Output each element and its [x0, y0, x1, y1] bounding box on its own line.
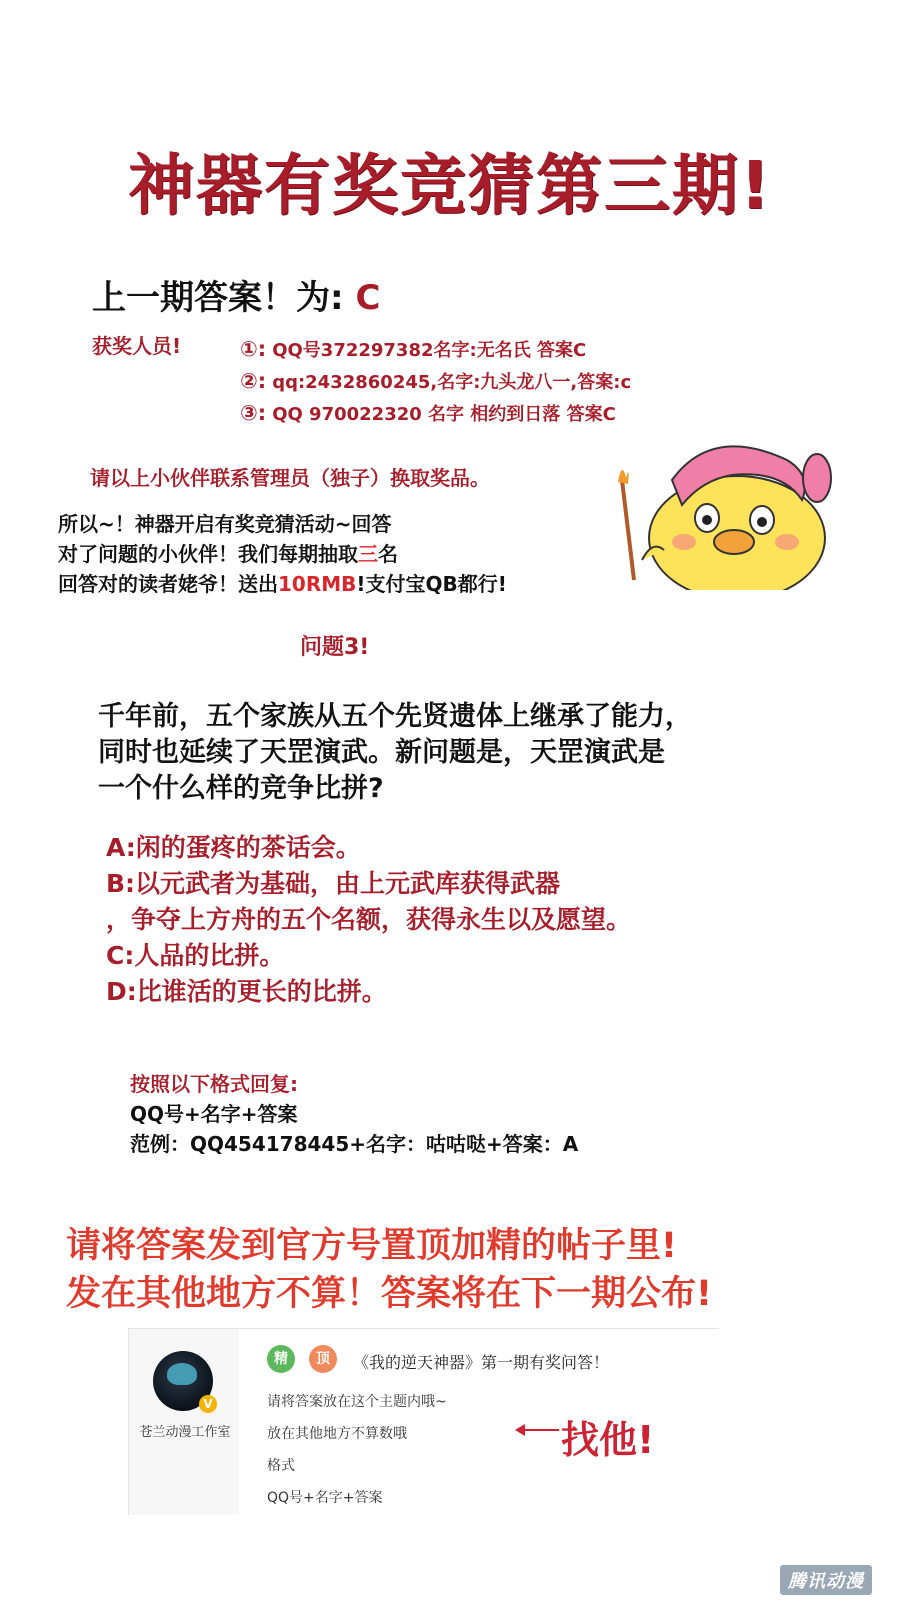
- question-label: 问题3!: [300, 635, 370, 660]
- format-example: 范例：QQ454178445+名字：咕咕哒+答案：A: [130, 1132, 579, 1156]
- winner-number: ③:: [240, 401, 267, 425]
- question-line-3: 一个什么样的竞争比拼?: [98, 773, 384, 804]
- previous-answer: [92, 270, 380, 319]
- page-title: 神器有奖竞猜第三期!: [127, 147, 773, 224]
- watermark-logo: 腾讯动漫: [780, 1565, 872, 1595]
- question-line-1: 千年前，五个家族从五个先贤遗体上继承了能力，: [98, 701, 692, 732]
- winner-number: ②:: [240, 369, 267, 393]
- post-body-line: 请将答案放在这个主题内哦~: [267, 1394, 447, 1410]
- contact-admin-text: 请以上小伙伴联系管理员（独子）换取奖品。: [90, 466, 490, 490]
- featured-badge: 精: [267, 1345, 295, 1373]
- winner-text: QQ 970022320 名字 相约到日落 答案C: [272, 404, 616, 425]
- winner-3: [240, 400, 616, 426]
- intro-text: 名: [378, 542, 398, 566]
- winner-text: qq:2432860245,名字:九头龙八一,答案:c: [272, 372, 632, 393]
- format-heading: 按照以下格式回复:: [130, 1072, 298, 1096]
- intro-line-2: [58, 538, 398, 567]
- question-line-2: 同时也延续了天罡演武。新问题是，天罡演武是: [98, 737, 665, 768]
- winner-2: [240, 368, 631, 394]
- forum-post-card[interactable]: [128, 1328, 719, 1515]
- pointer-text: 找他!: [561, 1418, 655, 1462]
- intro-highlight: 三: [358, 542, 378, 566]
- intro-text: 回答对的读者姥爷！送出: [58, 572, 278, 596]
- option-b: B:以元武者为基础，由上元武库获得武器: [106, 869, 561, 898]
- post-author-panel: [129, 1329, 239, 1515]
- previous-answer-letter: C: [355, 278, 381, 318]
- post-author-name[interactable]: 苍兰动漫工作室: [139, 1425, 231, 1440]
- winners-label: 获奖人员!: [92, 334, 182, 358]
- post-body-line: QQ号+名字+答案: [267, 1490, 383, 1506]
- post-title-link[interactable]: 《我的逆天神器》第一期有奖问答！: [353, 1353, 610, 1372]
- intro-line-3: [58, 568, 507, 597]
- intro-text: 对了问题的小伙伴！我们每期抽取: [58, 542, 358, 566]
- option-b-continued: ，争夺上方舟的五个名额，获得永生以及愿望。: [106, 905, 632, 934]
- previous-answer-label: 上一期答案！为:: [92, 278, 356, 318]
- intro-highlight: 10RMB: [278, 572, 357, 596]
- winner-text: QQ号372297382名字:无名氏 答案C: [272, 340, 587, 361]
- intro-line-1: 所以~！神器开启有奖竞猜活动~回答: [58, 512, 392, 536]
- left-arrow-icon: [517, 1429, 559, 1431]
- intro-text: !支付宝QB都行!: [356, 572, 507, 596]
- winner-number: ①:: [240, 337, 267, 361]
- notice-line-2: 发在其他地方不算！答案将在下一期公布!: [66, 1274, 712, 1314]
- option-c: C:人品的比拼。: [106, 941, 285, 970]
- post-body-line: 格式: [267, 1458, 295, 1474]
- post-body-line: 放在其他地方不算数哦: [267, 1426, 407, 1442]
- verified-icon: V: [199, 1395, 217, 1413]
- notice-line-1: 请将答案发到官方号置顶加精的帖子里!: [66, 1226, 677, 1266]
- pinned-badge: 顶: [309, 1345, 337, 1373]
- winner-1: [240, 336, 586, 362]
- option-a: A:闲的蛋疼的茶话会。: [106, 833, 361, 862]
- format-template: QQ号+名字+答案: [130, 1102, 298, 1126]
- chick-mascot-illustration: [612, 420, 832, 590]
- option-d: D:比谁活的更长的比拼。: [106, 977, 387, 1006]
